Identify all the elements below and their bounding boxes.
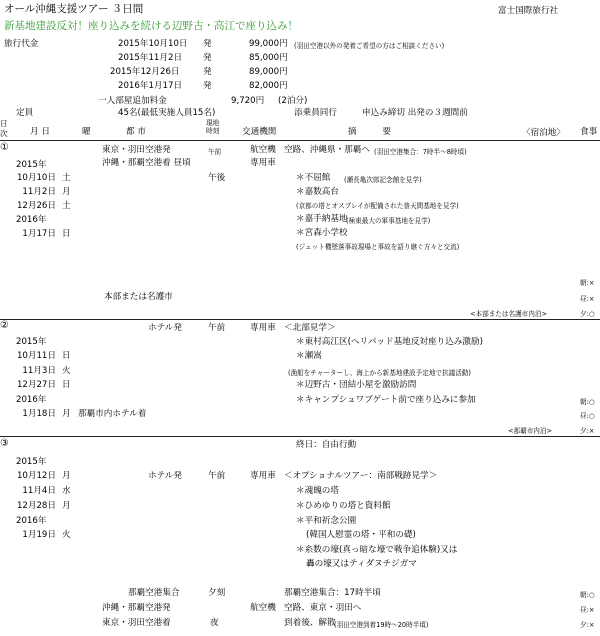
day3-arr-time: 夜 [210, 618, 219, 628]
day3-year: 2015年 [16, 457, 47, 467]
day1-city: 沖縄・那覇空港着 昼頃 [102, 158, 191, 168]
day1-item: ＊嘉数高台 [296, 187, 339, 197]
day3-weekday: 月 [62, 501, 71, 511]
price-note: (羽田空港以外の発着ご希望の方はご相談ください) [294, 42, 445, 50]
day-number: ② [0, 320, 9, 331]
day3-heading: ＜オプショナルツアー：南部戦跡見学＞ [284, 471, 438, 481]
price-value: 99,000円 [249, 39, 288, 49]
day3-item: ＊ひめゆりの塔と資料館 [296, 501, 391, 511]
col-city: 都 市 [126, 127, 146, 137]
price-value: 82,000円 [249, 81, 288, 91]
day3-year: 2016年 [16, 516, 47, 526]
price-label: 旅行代金 [4, 39, 39, 49]
col-day: 日次 [0, 119, 8, 138]
day2-time: 午前 [208, 323, 226, 333]
day1-hotel: 本部または名護市 [104, 292, 173, 302]
day2-date: 11月3日 [22, 366, 56, 376]
day1-date: 12月26日 [16, 201, 56, 211]
day3-meet-city: 那覇空港集合 [128, 588, 180, 598]
day3-arr-desc: 到着後、解散 [284, 618, 336, 628]
day1-city: 東京・羽田空港発 [102, 145, 171, 155]
meal-breakfast: 朝:× [580, 279, 595, 287]
day3-meet-time: 夕刻 [208, 588, 226, 598]
day1-desc: 空路、沖縄県・那覇へ [284, 145, 370, 155]
day2-heading: ＜北部見学＞ [284, 323, 336, 333]
day1-desc-note: (羽田空港集合：7時半～8時頃) [374, 148, 467, 156]
day3-item: ＊魂魄の塔 [296, 486, 339, 496]
price-date: 2015年12月26日 [110, 67, 180, 77]
day3-time: 午前 [208, 471, 226, 481]
day1-date: 11月2日 [22, 187, 56, 197]
price-dep: 発 [203, 67, 212, 77]
day2-year: 2015年 [16, 337, 47, 347]
day1-time: 午前 [208, 148, 222, 156]
meal-breakfast: 朝:○ [580, 591, 595, 599]
day3-item-sub: 轟の壕又はティダヌチジガマ [306, 559, 417, 569]
day2-item: ＊辺野古・団結小屋を激励訪問 [296, 380, 417, 390]
subtitle: 新基地建設反対！座り込みを続ける辺野古・高江で座り込み！ [4, 20, 298, 32]
price-date: 2015年10月10日 [118, 39, 188, 49]
single-room-nights: (2泊分) [278, 96, 308, 106]
company-name: 富士国際旅行社 [498, 6, 559, 16]
day3-arr-city: 東京・羽田空港着 [102, 618, 171, 628]
day3-free: 終日：自由行動 [296, 440, 357, 450]
day3-city: ホテル発 [148, 471, 182, 481]
day1-transport: 航空機 [250, 145, 276, 155]
day3-date: 12月28日 [16, 501, 56, 511]
day3-dep-city: 沖縄・那覇空港発 [102, 603, 171, 613]
day2-item: ＊キャンプシュワブゲート前で座り込みに参加 [296, 395, 476, 405]
day2-divider [0, 436, 600, 437]
day2-date: 10月11日 [16, 351, 56, 361]
col-lodging: 〈宿泊地〉 [522, 128, 565, 138]
meal-dinner: 夕:× [580, 427, 595, 435]
day3-item: ＊平和祈念公園 [296, 516, 357, 526]
day3-date: 1月19日 [22, 530, 56, 540]
header-divider [0, 140, 600, 141]
day3-weekday: 月 [62, 471, 71, 481]
day1-item-note: (ジェット機墜落事故現場と事故を語り継ぐ方々と交流) [296, 243, 460, 251]
day2-date: 12月27日 [16, 380, 56, 390]
day1-item: ＊嘉手納基地 [296, 214, 348, 224]
capacity: 45名(最低実施人員15名) [118, 108, 216, 118]
day3-item-sub: (韓国人慰霊の塔・平和の礎) [306, 530, 416, 540]
day1-weekday: 土 [62, 173, 71, 183]
day3-weekday: 水 [62, 486, 71, 496]
meal-lunch: 昼:× [580, 606, 595, 614]
day3-dep-desc: 空路、東京・羽田へ [284, 603, 362, 613]
col-summary: 摘 要 [348, 127, 391, 137]
price-value: 89,000円 [249, 67, 288, 77]
col-transport: 交通機関 [242, 127, 277, 137]
day1-item: ＊不屈館 [296, 173, 331, 183]
deadline: 申込み締切 出発の３週間前 [362, 108, 468, 118]
col-local-time: 現地時刻 [206, 119, 220, 135]
day3-date: 10月12日 [16, 471, 56, 481]
day3-meet-desc: 那覇空港集合：17時半頃 [284, 588, 381, 598]
page-title: オール沖縄支援ツアー ３日間 [4, 3, 144, 15]
day1-year: 2015年 [16, 160, 47, 170]
day2-item-note: (漁船をチャーターし、海上から新基地建設予定地で抗議活動) [288, 369, 471, 377]
meal-dinner: 夕:× [580, 621, 595, 629]
day2-weekday: 月 [62, 409, 71, 419]
day1-weekday: 日 [62, 229, 71, 239]
day1-weekday: 土 [62, 201, 71, 211]
capacity-label: 定員 [16, 108, 34, 118]
day3-item: ＊糸数の壕(真っ暗な壕で戦争追体験)又は [296, 545, 458, 555]
day1-time: 午後 [208, 173, 226, 183]
day1-weekday: 月 [62, 187, 71, 197]
single-room-price: 9,720円 [231, 96, 265, 106]
day2-year: 2016年 [16, 395, 47, 405]
price-dep: 発 [203, 81, 212, 91]
meal-breakfast: 朝:○ [580, 398, 595, 406]
day1-item: ＊宮森小学校 [296, 228, 348, 238]
day-number: ③ [0, 438, 9, 449]
price-dep: 発 [203, 53, 212, 63]
day2-date: 1月18日 [22, 409, 56, 419]
day2-item: ＊瀬嵩 [296, 351, 322, 361]
day2-arrive: 那覇市内ホテル着 [78, 409, 147, 419]
day1-item-note: (京都の塔とオスプレイが配備された普天間基地を見学) [296, 202, 459, 210]
price-date: 2015年11月2日 [118, 53, 183, 63]
day1-transport: 専用車 [250, 158, 276, 168]
meal-lunch: 昼:× [580, 295, 595, 303]
day3-date: 11月4日 [22, 486, 56, 496]
day1-date: 1月17日 [22, 229, 56, 239]
day2-lodging: <那覇市内泊> [508, 427, 553, 435]
single-room-label: 一人部屋追加料金 [98, 96, 167, 106]
col-meals: 食事 [580, 127, 598, 137]
day1-lodging: <本部または名護市内泊> [470, 310, 547, 318]
day2-city: ホテル発 [148, 323, 182, 333]
day1-year: 2016年 [16, 215, 47, 225]
day3-arr-note: (羽田空港到着19時～20時半頃) [334, 621, 429, 629]
col-month-day: 月 日 [30, 127, 50, 137]
day2-item: ＊東村高江区(ヘリパッド基地反対座り込み激励) [296, 337, 483, 347]
day1-item-note: (瀬長亀次郎記念館を見学) [344, 176, 422, 184]
price-dep: 発 [203, 39, 212, 49]
day3-weekday: 火 [62, 530, 71, 540]
day1-date: 10月10日 [16, 173, 56, 183]
escort: 添乗員同行 [294, 108, 337, 118]
col-weekday: 曜 [82, 127, 91, 137]
day2-transport: 専用車 [250, 323, 276, 333]
day2-weekday: 火 [62, 366, 71, 376]
price-value: 85,000円 [249, 53, 288, 63]
day1-item-note: (極東最大の軍事基地を見学) [346, 217, 431, 225]
meal-lunch: 昼:○ [580, 412, 595, 420]
day2-weekday: 日 [62, 351, 71, 361]
price-date: 2016年1月17日 [118, 81, 183, 91]
day1-divider [0, 319, 600, 320]
meal-dinner: 夕:○ [580, 310, 595, 318]
day3-dep-transport: 航空機 [250, 603, 276, 613]
day3-transport: 専用車 [250, 471, 276, 481]
day2-weekday: 日 [62, 380, 71, 390]
day-number: ① [0, 142, 9, 153]
